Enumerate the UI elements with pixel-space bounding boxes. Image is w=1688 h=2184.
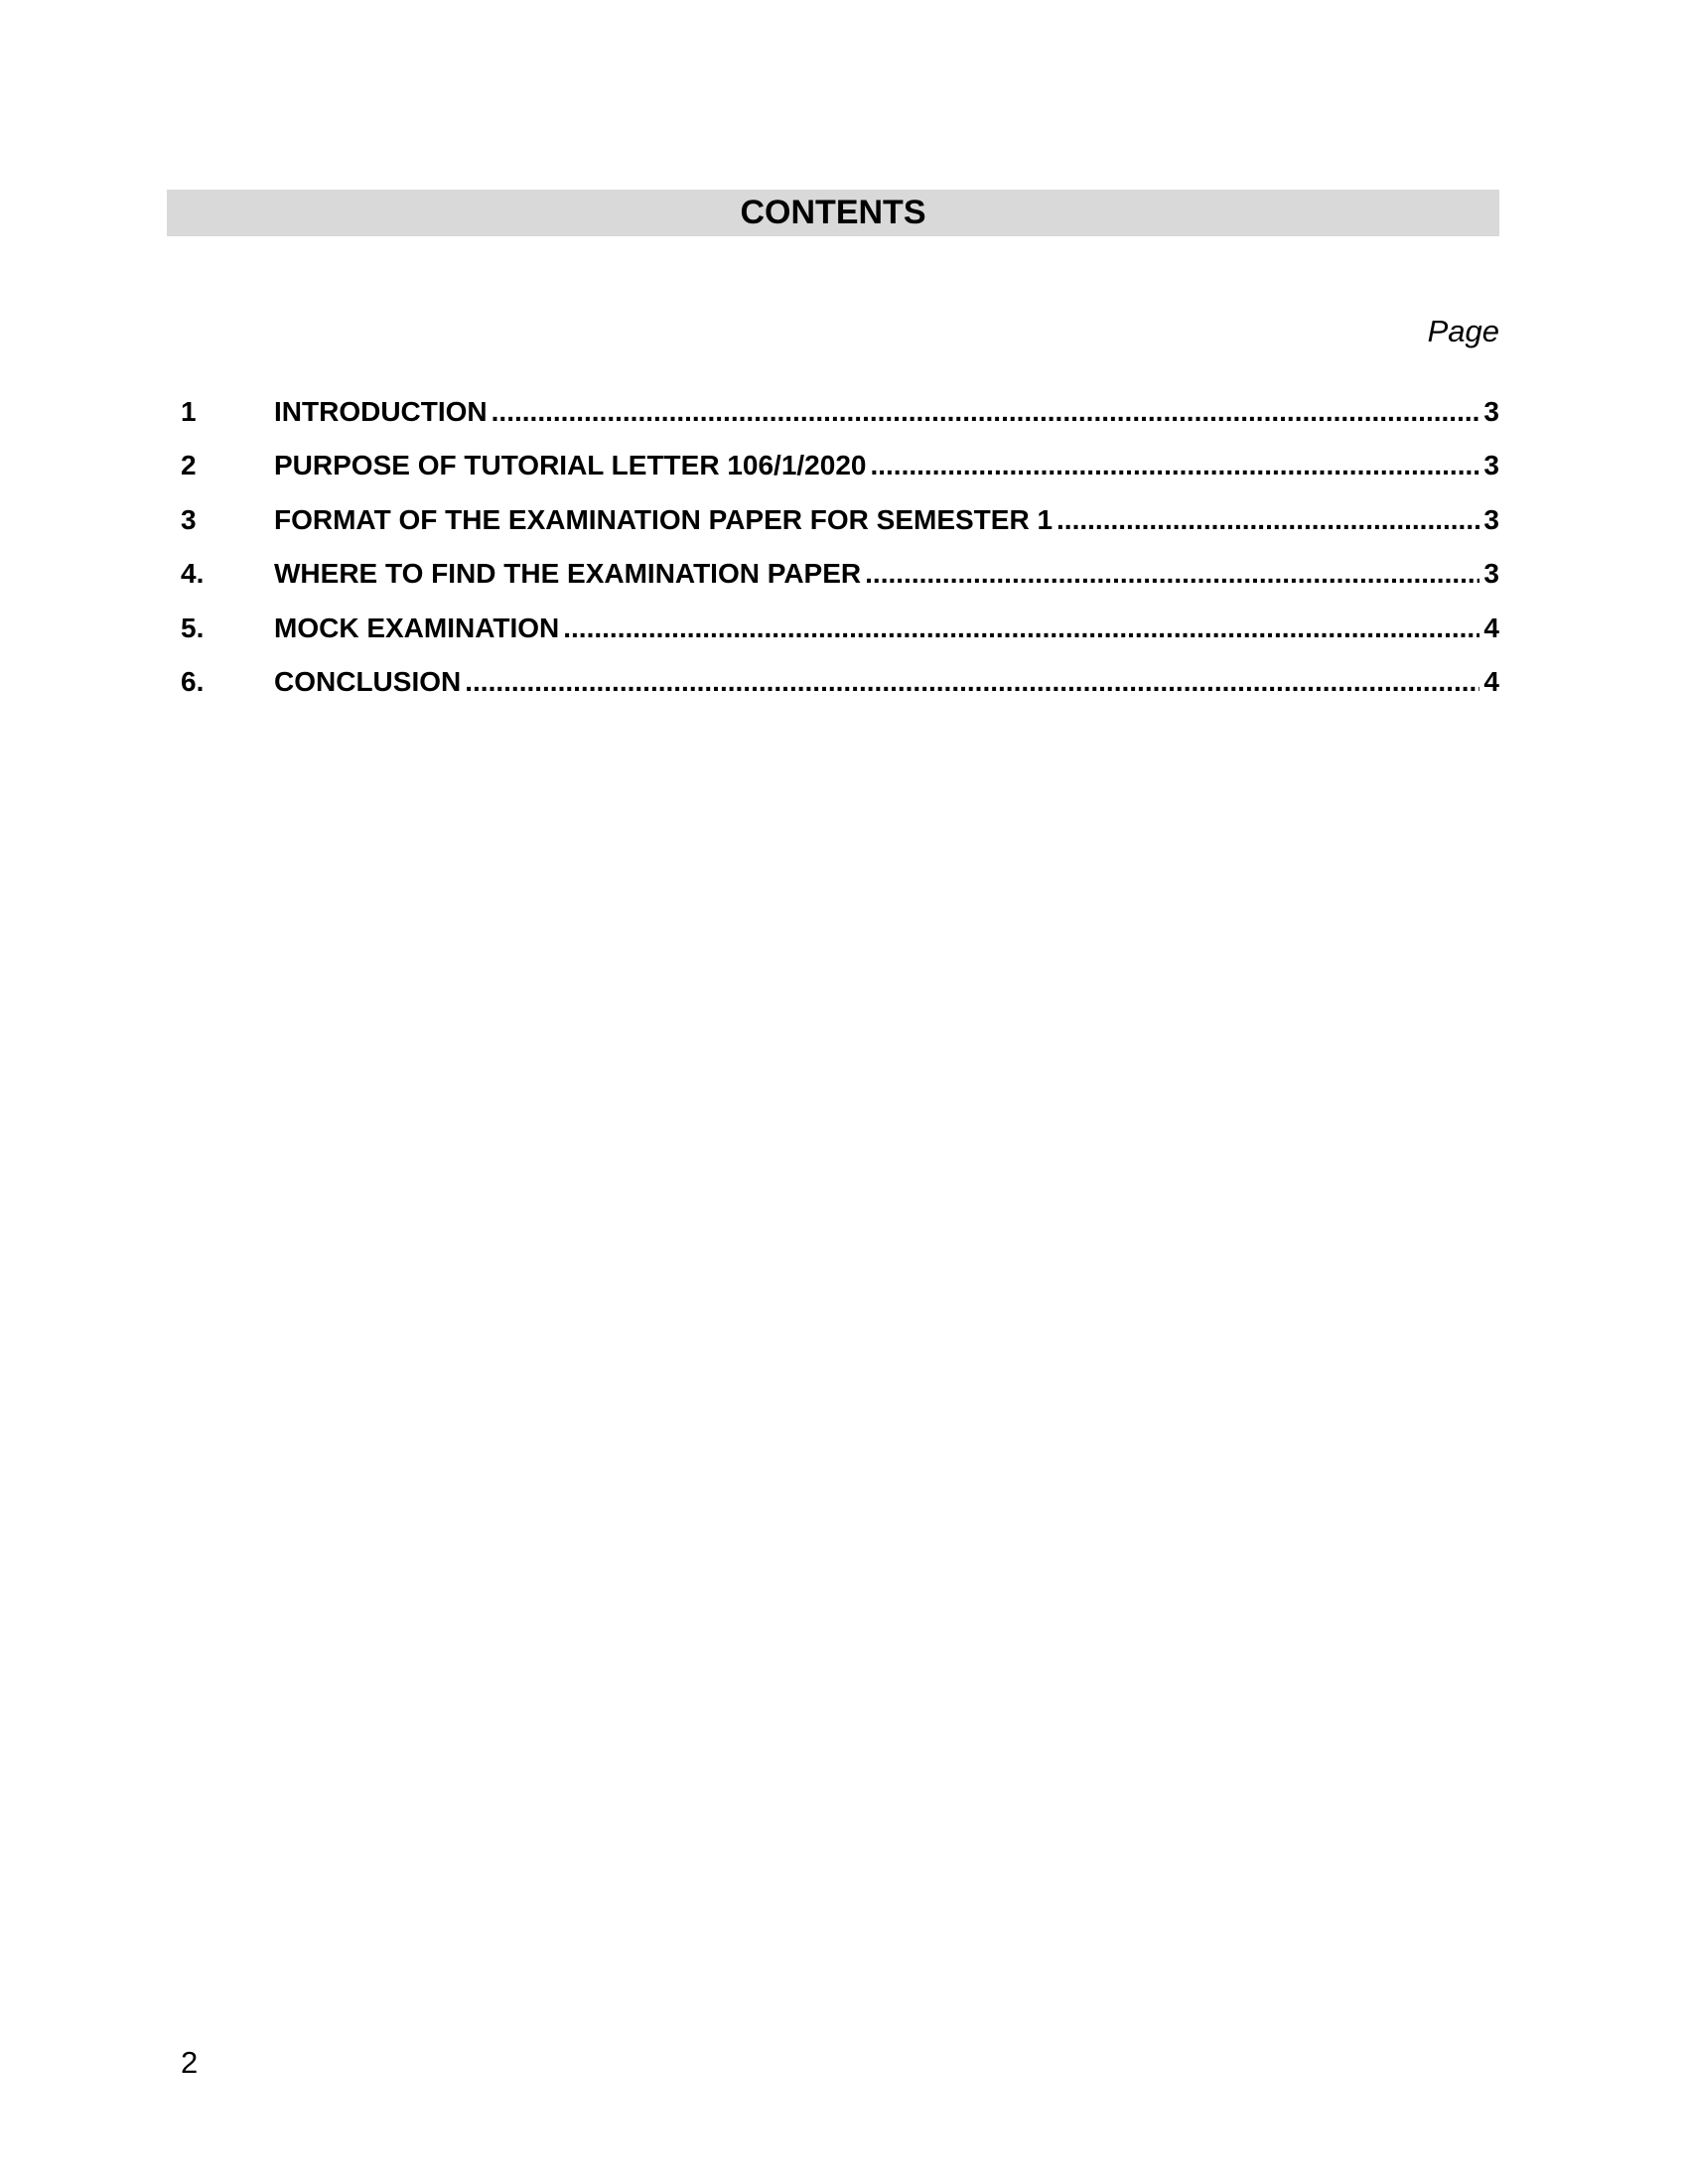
toc-entry-page: 3 [1483,558,1499,590]
toc-entry-line [274,662,1499,702]
page-column-label: Page [1427,314,1499,348]
toc-entry-page: 4 [1483,665,1499,697]
toc-entry-line [274,392,1499,432]
toc-dot-leader [563,609,1479,648]
toc-entry-mock-examination[interactable] [181,609,1499,662]
footer-page-number: 2 [181,2045,199,2080]
toc-entry-page: 4 [1483,612,1499,643]
toc-entry-number: 1 [181,396,197,427]
toc-entry-title: FORMAT OF THE EXAMINATION PAPER FOR SEMESTER 1 [274,503,1054,535]
table-of-contents [181,392,1499,716]
toc-entry-format[interactable] [181,500,1499,554]
toc-entry-line [274,446,1499,485]
toc-entry-title: INTRODUCTION [274,396,488,427]
toc-entry-number: 5. [181,612,205,643]
toc-entry-title: PURPOSE OF TUTORIAL LETTER 106/1/2020 [274,450,867,481]
toc-entry-number: 3 [181,503,197,535]
toc-dot-leader [465,662,1479,702]
toc-entry-number: 4. [181,558,205,590]
toc-entry-number: 2 [181,450,197,481]
toc-entry-title: MOCK EXAMINATION [274,612,560,643]
toc-entry-number: 6. [181,665,205,697]
toc-entry-page: 3 [1483,503,1499,535]
toc-entry-page: 3 [1483,450,1499,481]
toc-dot-leader [865,554,1479,594]
toc-entry-title: CONCLUSION [274,665,462,697]
toc-dot-leader [1056,500,1479,540]
toc-entry-line [274,609,1499,648]
toc-entry-title: WHERE TO FIND THE EXAMINATION PAPER [274,558,862,590]
toc-dot-leader [870,446,1479,485]
toc-entry-conclusion[interactable] [181,662,1499,716]
toc-entry-purpose[interactable] [181,446,1499,499]
toc-entry-where-to-find[interactable] [181,554,1499,608]
toc-entry-line [274,554,1499,594]
contents-title-bar [167,190,1499,236]
toc-entry-introduction[interactable] [181,392,1499,446]
toc-dot-leader [492,392,1480,432]
toc-entry-line [274,500,1499,540]
page-title: CONTENTS [740,194,926,231]
toc-entry-page: 3 [1483,396,1499,427]
